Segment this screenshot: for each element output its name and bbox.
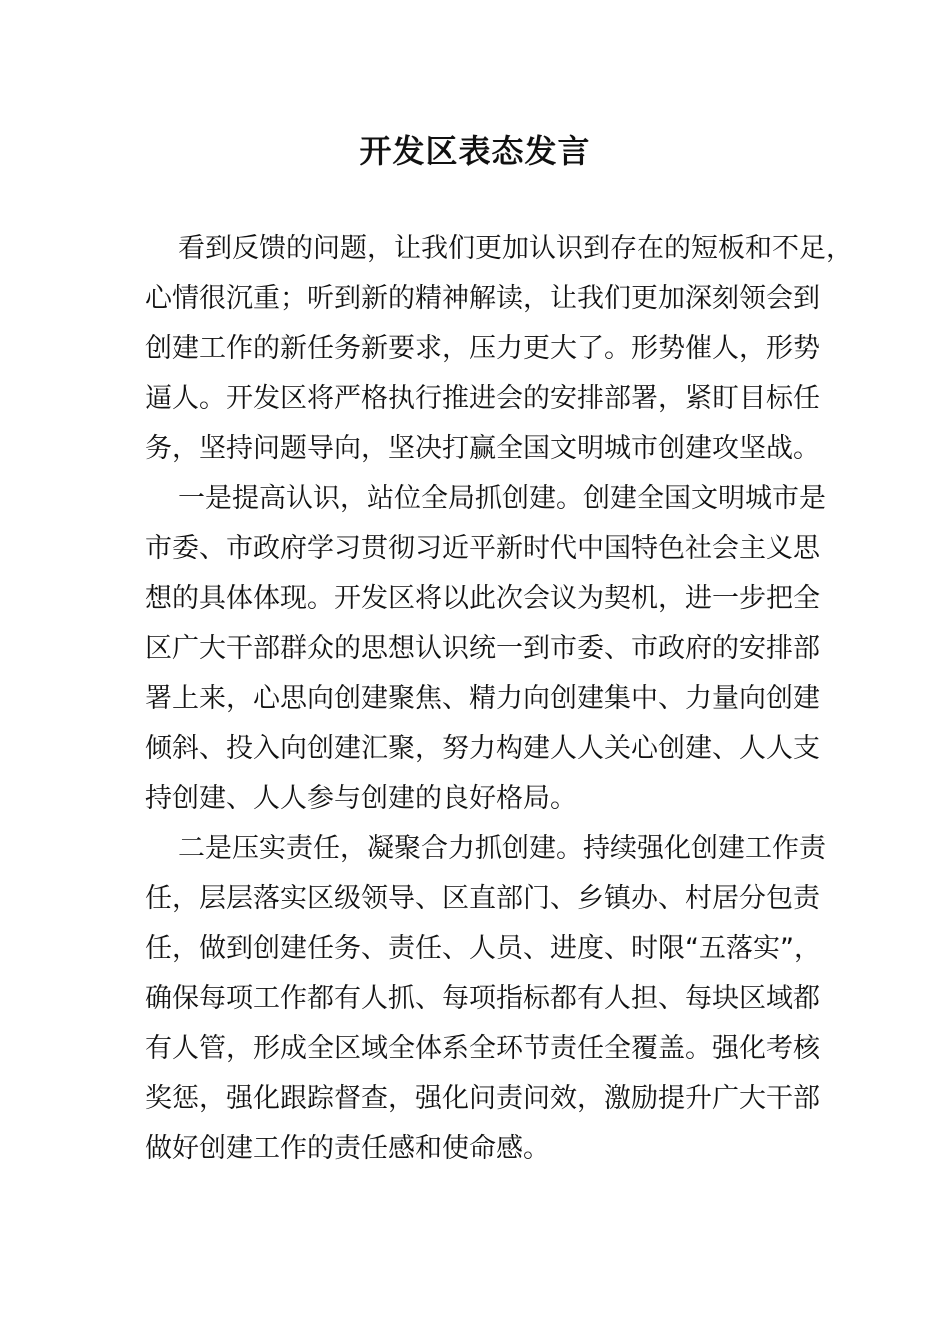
paragraph-2-line-6: 倾斜、投入向创建汇聚，努力构建人人关心创建、人人支 [145, 733, 820, 764]
paragraph-3-line-1: 二是压实责任，凝聚合力抓创建。持续强化创建工作责 [178, 833, 826, 864]
paragraph-1-line-5: 务，坚持问题导向，坚决打赢全国文明城市创建攻坚战。 [145, 433, 820, 464]
paragraph-1-line-3: 创建工作的新任务新要求，压力更大了。形势催人，形势 [145, 333, 820, 364]
paragraph-2-line-5: 署上来，心思向创建聚焦、精力向创建集中、力量向创建 [145, 683, 820, 714]
paragraph-2-line-7: 持创建、人人参与创建的良好格局。 [145, 783, 577, 814]
paragraph-1-line-4: 逼人。开发区将严格执行推进会的安排部署，紧盯目标任 [145, 383, 820, 414]
paragraph-1-line-2: 心情很沉重；听到新的精神解读，让我们更加深刻领会到 [145, 283, 820, 314]
paragraph-2-line-4: 区广大干部群众的思想认识统一到市委、市政府的安排部 [145, 633, 820, 664]
paragraph-3-line-2: 任，层层落实区级领导、区直部门、乡镇办、村居分包责 [145, 883, 820, 914]
document-body [145, 224, 853, 1174]
paragraph-3-line-6: 奖惩，强化跟踪督查，强化问责问效，激励提升广大干部 [145, 1083, 820, 1114]
paragraph-3-line-7: 做好创建工作的责任感和使命感。 [145, 1133, 550, 1164]
paragraph-2-line-2: 市委、市政府学习贯彻习近平新时代中国特色社会主义思 [145, 533, 820, 564]
paragraph-1-line-1: 看到反馈的问题，让我们更加认识到存在的短板和不足， [178, 233, 853, 264]
paragraph-3-line-3: 任，做到创建任务、责任、人员、进度、时限“五落实”， [145, 933, 821, 964]
document-title: 开发区表态发言 [359, 132, 591, 170]
paragraph-2-line-3: 想的具体体现。开发区将以此次会议为契机，进一步把全 [145, 583, 820, 614]
paragraph-3-line-5: 有人管，形成全区域全体系全环节责任全覆盖。强化考核 [145, 1033, 820, 1064]
paragraph-3-line-4: 确保每项工作都有人抓、每项指标都有人担、每块区域都 [145, 983, 820, 1014]
paragraph-2-line-1: 一是提高认识，站位全局抓创建。创建全国文明城市是 [178, 483, 826, 514]
